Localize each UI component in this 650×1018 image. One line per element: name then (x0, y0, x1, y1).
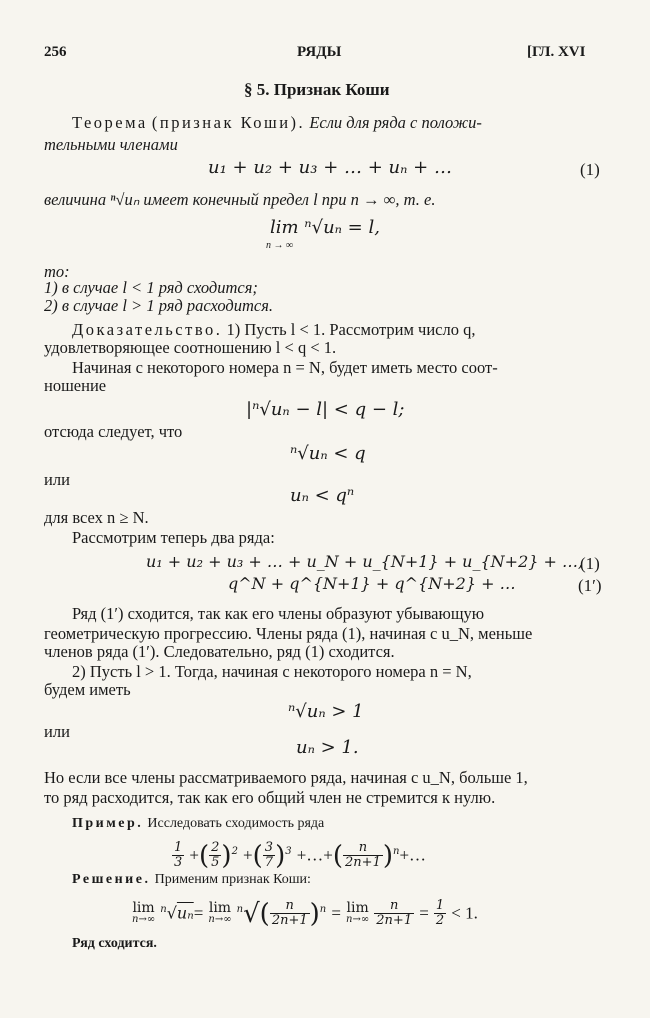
solution-line (72, 868, 311, 890)
theorem-line-3: величина ⁿ√uₙ имеет конечный предел l при n → ∞, т. е. (44, 190, 436, 209)
theorem-statement (72, 113, 482, 133)
proof-line-7: для всех n ≥ N. (44, 508, 149, 527)
theorem-name: (признак Коши). (151, 113, 306, 132)
fraction-three-sevenths: $\frac{3}{7}$ (264, 840, 274, 871)
theorem-then: то: (44, 262, 70, 281)
proof-equation-5: uₙ > 1. (296, 737, 359, 758)
example-line (72, 812, 324, 834)
equation-tag-1-prime: (1′) (578, 576, 602, 595)
theorem-label: Теорема (72, 113, 148, 132)
example-series-formula: $\frac{1}{3}$ +( $\frac{2}{5}$ )$^2$ +( $\frac{3}{7}$ )$^3$ +…+( $\frac{n}{2n+1}$ )$^n$+… (174, 840, 427, 871)
proof-line-1 (72, 320, 476, 340)
proof-line-4: ношение (44, 376, 107, 395)
section-title: § 5. Признак Коши (244, 80, 390, 99)
solution-formula: lim n→∞ $^n$√uₙ= lim n→∞ $^n$√( $\frac{n}{2n+1}$ )$^n$ = lim n→∞ $\frac{n}{2n+1}$ = $\frac{1}{2}$ < 1. (132, 898, 478, 929)
limit-equation: lim ⁿ√uₙ = l, (270, 217, 380, 238)
proof-series-1: u₁ + u₂ + u₃ + … + u_N + u_{N+1} + u_{N+2} + …, (146, 552, 584, 571)
conclusion: Ряд сходится. (72, 936, 157, 951)
example-text: Исследовать сходимость ряда (147, 816, 325, 831)
proof-paragraph-4: 2) Пусть l > 1. Тогда, начиная с некоторого номера n = N, (72, 662, 472, 681)
theorem-line-2: тельными членами (44, 135, 178, 154)
proof-equation-4: ⁿ√uₙ > 1 (288, 701, 364, 722)
solution-label: Решение. (72, 872, 151, 887)
proof-equation-2: ⁿ√uₙ < q (290, 443, 366, 464)
theorem-case-1: 1) в случае l < 1 ряд сходится; (44, 278, 258, 297)
fraction-two-fifths: $\frac{2}{5}$ (211, 840, 220, 871)
proof-paragraph-7: Но если все члены рассматриваемого ряда, начиная с u_N, больше 1, (44, 768, 528, 787)
proof-paragraph-3: членов ряда (1′). Следовательно, ряд (1) сходится. (44, 642, 395, 661)
proof-paragraph-1: Ряд (1′) сходится, так как его члены образуют убывающую (72, 604, 485, 623)
proof-paragraph-6: или (44, 722, 70, 741)
proof-line-3: Начиная с некоторого номера n = N, будет иметь место соот- (72, 358, 498, 377)
proof-label: Доказательство. (72, 320, 223, 339)
solution-text: Применим признак Коши: (154, 872, 311, 887)
proof-line-2: удовлетворяющее соотношению l < q < 1. (44, 338, 337, 357)
page-number: 256 (44, 44, 67, 60)
proof-text-1: 1) Пусть l < 1. Рассмотрим число q, (226, 320, 476, 339)
proof-series-2: q^N + q^{N+1} + q^{N+2} + … (228, 574, 516, 593)
proof-equation-1: |ⁿ√uₙ − l| < q − l; (246, 399, 405, 420)
series-equation: u₁ + u₂ + u₃ + … + uₙ + … (208, 157, 452, 178)
proof-paragraph-2: геометрическую прогрессию. Члены ряда (1), начиная с u_N, меньше (44, 624, 533, 643)
proof-paragraph-5: будем иметь (44, 680, 131, 699)
chapter-reference: [ГЛ. XVI (527, 44, 586, 60)
fraction-one-third: $\frac{1}{3}$ (174, 840, 183, 871)
example-label: Пример. (72, 816, 144, 831)
fraction-one-half: $\frac{1}{2}$ (435, 898, 445, 929)
proof-line-8: Рассмотрим теперь два ряда: (72, 528, 275, 547)
proof-equation-3: uₙ < qⁿ (290, 485, 355, 506)
equation-tag-1-repeat: (1) (580, 554, 600, 573)
proof-line-6: или (44, 470, 70, 489)
fraction-general-term: $\frac{n}{2n+1}$ (345, 840, 381, 871)
limit-subscript: n → ∞ (266, 240, 294, 251)
theorem-line-1: Если для ряда с положи- (309, 113, 482, 132)
proof-paragraph-8: то ряд расходится, так как его общий член не стремится к нулю. (44, 788, 496, 807)
equation-tag-1: (1) (580, 160, 600, 179)
proof-line-5: отсюда следует, что (44, 422, 183, 441)
theorem-case-2: 2) в случае l > 1 ряд расходится. (44, 296, 274, 315)
running-title: РЯДЫ (297, 44, 342, 60)
